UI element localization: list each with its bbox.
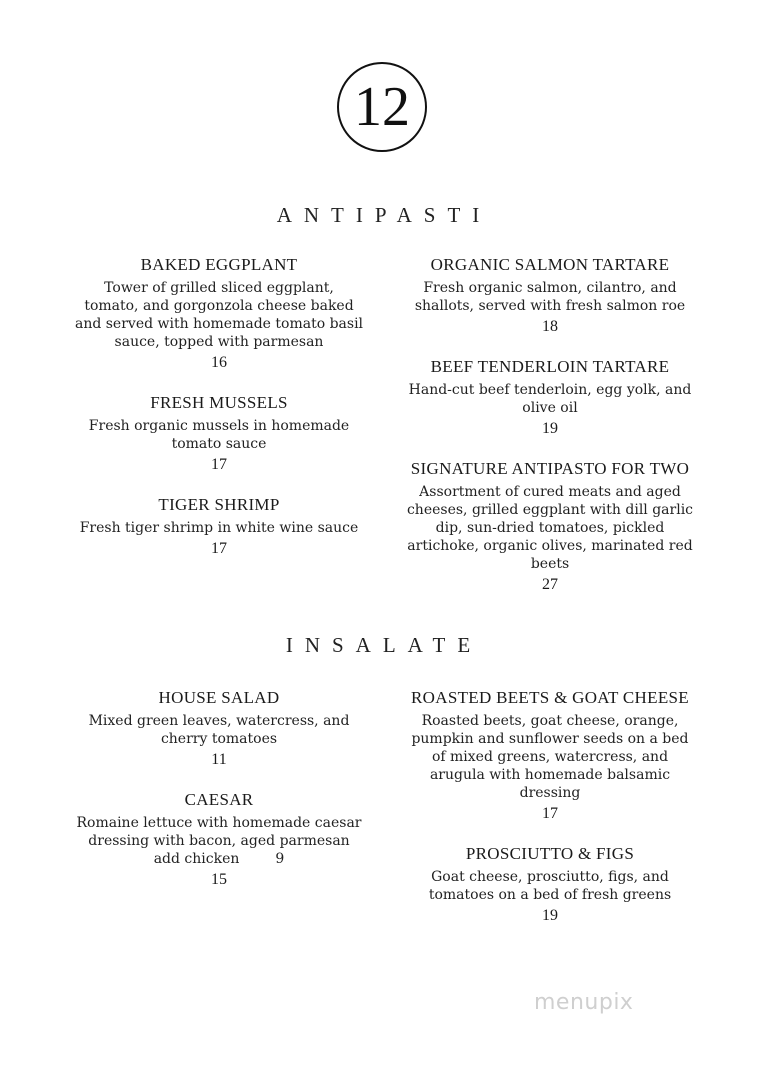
item-price: 17 bbox=[211, 540, 227, 557]
antipasti-left-column bbox=[64, 255, 374, 559]
item-description: Assortment of cured meats and aged cheeses, grilled eggplant with dill garlic dip, sun-dried tomatoes, pickled artichoke, organic olives, marinated red beets bbox=[406, 484, 694, 572]
item-description: Fresh organic salmon, cilantro, and shallots, served with fresh salmon roe bbox=[414, 280, 686, 314]
add-on-label: add chicken bbox=[153, 851, 240, 867]
item-description: Goat cheese, prosciutto, figs, and tomatoes on a bed of fresh greens bbox=[428, 869, 672, 903]
insalate-right-column bbox=[394, 688, 706, 926]
add-on-row bbox=[64, 850, 374, 868]
menu-item bbox=[64, 255, 374, 373]
item-name: FRESH MUSSELS bbox=[150, 393, 288, 412]
insalate-section-title: INSALATE bbox=[285, 633, 483, 657]
item-price: 15 bbox=[211, 871, 227, 888]
item-description: Roasted beets, goat cheese, orange, pumpkin and sunflower seeds on a bed of mixed greens, watercress, and arugula with homemade balsamic dressing bbox=[411, 713, 689, 801]
menu-item bbox=[64, 495, 374, 559]
menu-item bbox=[64, 393, 374, 475]
item-price: 17 bbox=[542, 805, 558, 822]
menu-item bbox=[394, 688, 706, 824]
item-name: PROSCIUTTO & FIGS bbox=[465, 844, 635, 863]
menu-item bbox=[64, 790, 374, 890]
item-price: 27 bbox=[542, 576, 558, 593]
menu-item bbox=[394, 255, 706, 337]
item-price: 18 bbox=[542, 318, 558, 335]
antipasti-right-column bbox=[394, 255, 706, 595]
add-on-price: 9 bbox=[275, 851, 285, 867]
restaurant-logo bbox=[337, 62, 427, 152]
item-name: ORGANIC SALMON TARTARE bbox=[430, 255, 670, 274]
item-name: CAESAR bbox=[184, 790, 254, 809]
item-price: 17 bbox=[211, 456, 227, 473]
item-price: 19 bbox=[542, 420, 558, 437]
menu-item bbox=[394, 844, 706, 926]
item-description: Romaine lettuce with homemade caesar dressing with bacon, aged parmesan bbox=[76, 815, 362, 849]
item-name: BAKED EGGPLANT bbox=[140, 255, 298, 274]
item-price: 19 bbox=[542, 907, 558, 924]
item-description: Fresh tiger shrimp in white wine sauce bbox=[79, 520, 359, 536]
antipasti-section-title: ANTIPASTI bbox=[276, 203, 492, 227]
item-name: ROASTED BEETS & GOAT CHEESE bbox=[411, 688, 689, 707]
insalate-left-column bbox=[64, 688, 374, 890]
item-price: 11 bbox=[211, 751, 227, 768]
menu-item bbox=[394, 459, 706, 595]
item-description: Mixed green leaves, watercress, and cherry tomatoes bbox=[88, 713, 350, 747]
item-name: HOUSE SALAD bbox=[158, 688, 280, 707]
menu-item bbox=[64, 688, 374, 770]
menupix-watermark: menupix bbox=[534, 990, 634, 1015]
item-description: Hand-cut beef tenderloin, egg yolk, and olive oil bbox=[408, 382, 692, 416]
menu-item bbox=[394, 357, 706, 439]
logo-text: 12 bbox=[354, 76, 410, 138]
item-price: 16 bbox=[211, 354, 227, 371]
item-name: TIGER SHRIMP bbox=[158, 495, 280, 514]
item-description: Fresh organic mussels in homemade tomato sauce bbox=[88, 418, 350, 452]
item-description: Tower of grilled sliced eggplant, tomato, and gorgonzola cheese baked and served with homemade tomato basil sauce, topped with parmesan bbox=[74, 280, 364, 350]
item-name: SIGNATURE ANTIPASTO FOR TWO bbox=[410, 459, 690, 478]
item-name: BEEF TENDERLOIN TARTARE bbox=[430, 357, 670, 376]
